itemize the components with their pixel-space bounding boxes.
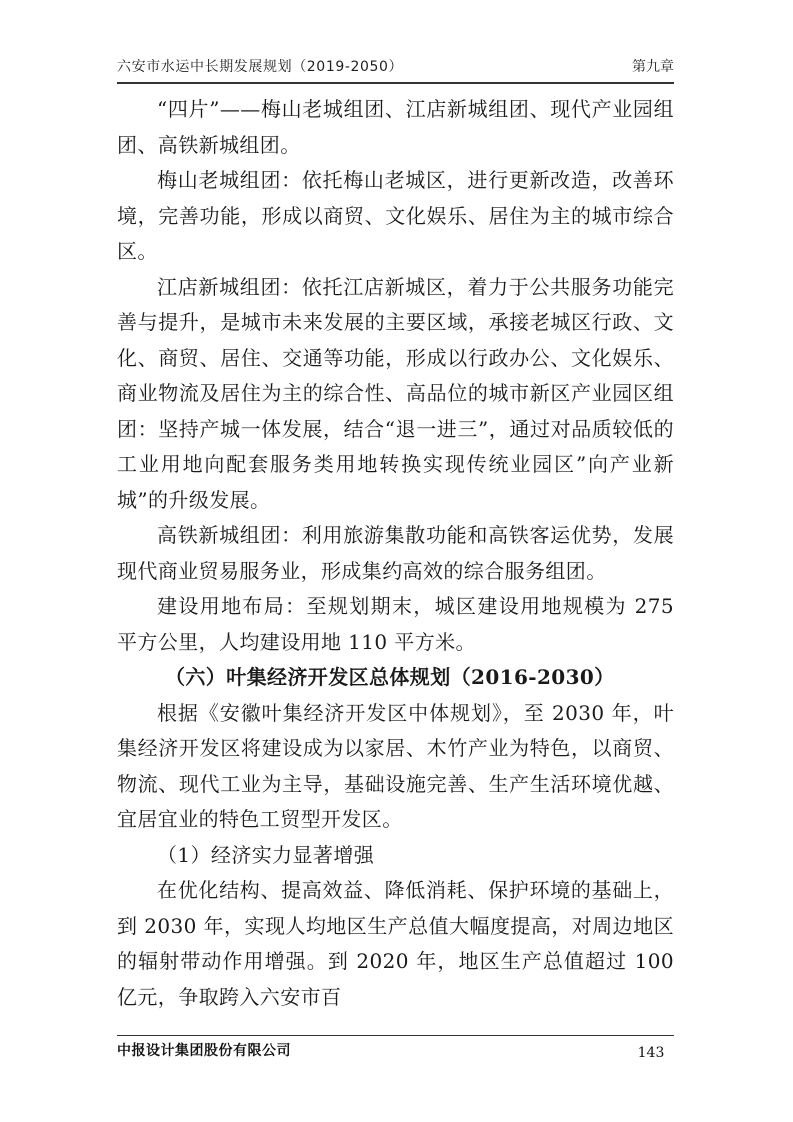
paragraph-yeji-plan: 根据《安徽叶集经济开发区中体规划》，至 2030 年，叶集经济开发区将建设成为以家居、木竹产业为特色，以商贸、物流、现代工业为主导，基础设施完善、生产生活环境优越、宜居宜业的特色工贸型开发区。 <box>117 700 674 831</box>
subheading-economic-strength: （1）经济实力显著增强 <box>157 842 375 867</box>
footer-divider <box>117 1035 674 1036</box>
document-title: 六安市水运中长期发展规划（2019-2050） <box>117 59 404 75</box>
body-text <box>117 92 674 1015</box>
paragraph-four-districts: “四片”——梅山老城组团、江店新城组团、现代产业园组团、高铁新城组团。 <box>117 97 674 157</box>
paragraph-economic-goals: 在优化结构、提高效益、降低消耗、保护环境的基础上，到 2030 年，实现人均地区生产总值大幅度提高，对周边地区的辐射带动作用增强。到 2020 年，地区生产总值超过 100 亿元，争取跨入六安市百 <box>117 878 674 1009</box>
paragraph-jiangdian-new-town: 江店新城组团：依托江店新城区，着力于公共服务功能完善与提升，是城市未来发展的主要区域，承接老城区行政、文化、商贸、居住、交通等功能，形成以行政办公、文化娱乐、商业物流及居住为主的综合性、高品位的城市新区产业园区组团：坚持产城一体发展，结合“退一进三”，通过对品质较低的工业用地向配套服务类用地转换实现传统业园区”向产业新城”的升级发展。 <box>117 274 674 512</box>
page-number: 143 <box>637 1045 665 1061</box>
section-heading: （六）叶集经济开发区总体规划（2016-2030） <box>165 665 615 689</box>
paragraph-land-layout: 建设用地布局：至规划期末，城区建设用地规模为 275 平方公里，人均建设用地 110 平方米。 <box>117 594 674 654</box>
header-divider <box>117 82 674 84</box>
paragraph-high-speed-rail-town: 高铁新城组团：利用旅游集散功能和高铁客运优势，发展现代商业贸易服务业，形成集约高效的综合服务组团。 <box>117 523 674 583</box>
chapter-label: 第九章 <box>632 59 674 75</box>
page-header <box>117 56 674 78</box>
company-name: 中报设计集团股份有限公司 <box>117 1043 291 1059</box>
paragraph-meishan-old-town: 梅山老城组团：依托梅山老城区，进行更新改造，改善环境，完善功能，形成以商贸、文化娱乐、居住为主的城市综合区。 <box>117 168 674 263</box>
